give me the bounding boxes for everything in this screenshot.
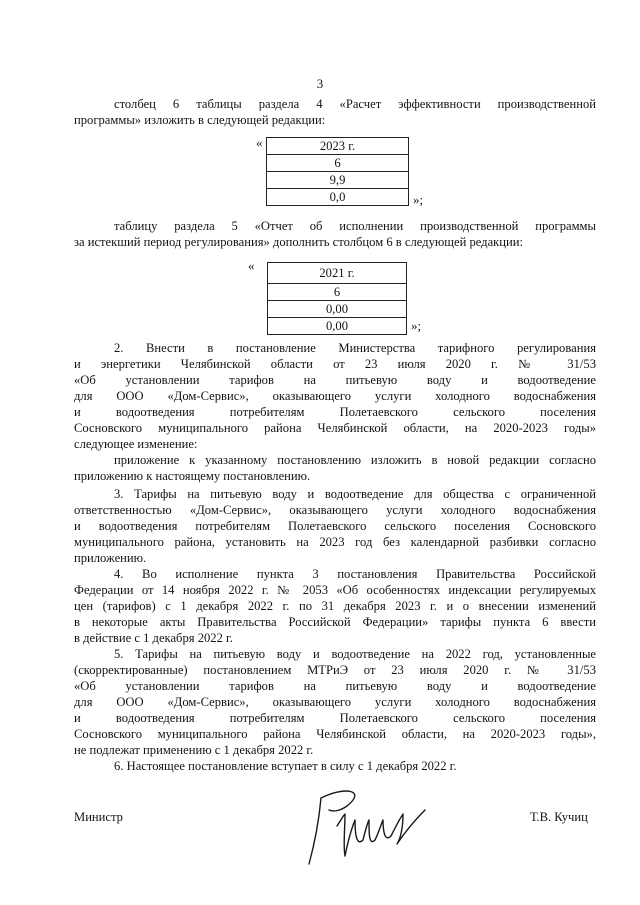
item2-line-4: для ООО «Дом-Сервис», оказывающего услуги холодного водоснабжения	[74, 389, 596, 403]
table2-close-quote: »;	[411, 318, 422, 333]
item5-line-6: Сосновского муниципального района Челябинской области, на 2020-2023 годы»,	[74, 727, 596, 741]
table1-cell-3: 9,9	[267, 172, 409, 189]
table1	[266, 137, 409, 206]
item2-sub-line-1: приложение к указанному постановлению изложить в новой редакции согласно	[114, 453, 596, 467]
item2-line-2: и энергетики Челябинской области от 23 июля 2020 г. № 31/53	[74, 357, 596, 371]
table2-cell-2: 6	[268, 284, 407, 301]
item2-line-1: 2. Внести в постановление Министерства тарифного регулирования	[114, 341, 596, 355]
item6-line-1: 6. Настоящее постановление вступает в силу с 1 декабря 2022 г.	[114, 759, 457, 773]
table2-cell-4: 0,00	[268, 318, 407, 335]
item4-line-1: 4. Во исполнение пункта 3 постановления Правительства Российской	[114, 567, 596, 581]
handwritten-signature	[285, 780, 435, 870]
item5-line-3: «Об установлении тарифов на питьевую воду и водоотведение	[74, 679, 596, 693]
item2-line-7: следующее изменение:	[74, 437, 198, 451]
item3-line-1: 3. Тарифы на питьевую воду и водоотведение для общества с ограниченной	[114, 487, 596, 501]
item5-line-7: не подлежат применению с 1 декабря 2022 г.	[74, 743, 314, 757]
item4-line-5: в действие с 1 декабря 2022 г.	[74, 631, 233, 645]
table1-open-quote: «	[256, 135, 263, 150]
table2-cell-year: 2021 г.	[268, 263, 407, 284]
item4-line-2: Федерации от 14 ноября 2022 г. № 2053 «Об особенностях индексации регулируемых	[74, 583, 596, 597]
signatory-name: Т.В. Кучиц	[530, 810, 588, 824]
para2-line-2: за истекший период регулирования» дополнить столбцом 6 в следующей редакции:	[74, 235, 524, 249]
table2-open-quote: «	[248, 258, 255, 273]
item2-line-6: Сосновского муниципального района Челябинской области, на 2020-2023 годы»	[74, 421, 596, 435]
page-number: 3	[316, 76, 324, 91]
para1-line-2: программы» изложить в следующей редакции:	[74, 113, 326, 127]
signatory-title: Министр	[74, 810, 123, 824]
item3-line-3: и водоотведения потребителям Полетаевского сельского поселения Сосновского	[74, 519, 596, 533]
item2-line-5: и водоотведения потребителям Полетаевского сельского поселения	[74, 405, 596, 419]
item3-line-4: муниципального района, установить на 2023 год без календарной разбивки согласно	[74, 535, 596, 549]
item5-line-4: для ООО «Дом-Сервис», оказывающего услуги холодного водоснабжения	[74, 695, 596, 709]
para2-line-1: таблицу раздела 5 «Отчет об исполнении производственной программы	[114, 219, 596, 233]
item3-line-2: ответственностью «Дом-Сервис», оказывающего услуги холодного водоснабжения	[74, 503, 596, 517]
table2	[267, 262, 407, 335]
item2-line-3: «Об установлении тарифов на питьевую воду и водоотведение	[74, 373, 596, 387]
table1-cell-4: 0,0	[267, 189, 409, 206]
table2-cell-3: 0,00	[268, 301, 407, 318]
item4-line-3: цен (тарифов) с 1 декабря 2022 г. по 31 декабря 2023 г. и о внесении изменений	[74, 599, 596, 613]
item5-line-2: (скорректированные) постановлением МТРиЭ от 23 июля 2020 г. № 31/53	[74, 663, 596, 677]
table1-cell-2: 6	[267, 155, 409, 172]
table1-cell-year: 2023 г.	[267, 138, 409, 155]
item5-line-1: 5. Тарифы на питьевую воду и водоотведение на 2022 год, установленные	[114, 647, 596, 661]
table1-close-quote: »;	[413, 192, 424, 207]
item2-sub-line-2: приложению к настоящему постановлению.	[74, 469, 311, 483]
item5-line-5: и водоотведения потребителям Полетаевского сельского поселения	[74, 711, 596, 725]
item4-line-4: в некоторые акты Правительства Российской Федерации» тарифы пункта 6 ввести	[74, 615, 596, 629]
item3-line-5: приложению.	[74, 551, 147, 565]
para1-line-1: столбец 6 таблицы раздела 4 «Расчет эффективности производственной	[114, 97, 596, 111]
